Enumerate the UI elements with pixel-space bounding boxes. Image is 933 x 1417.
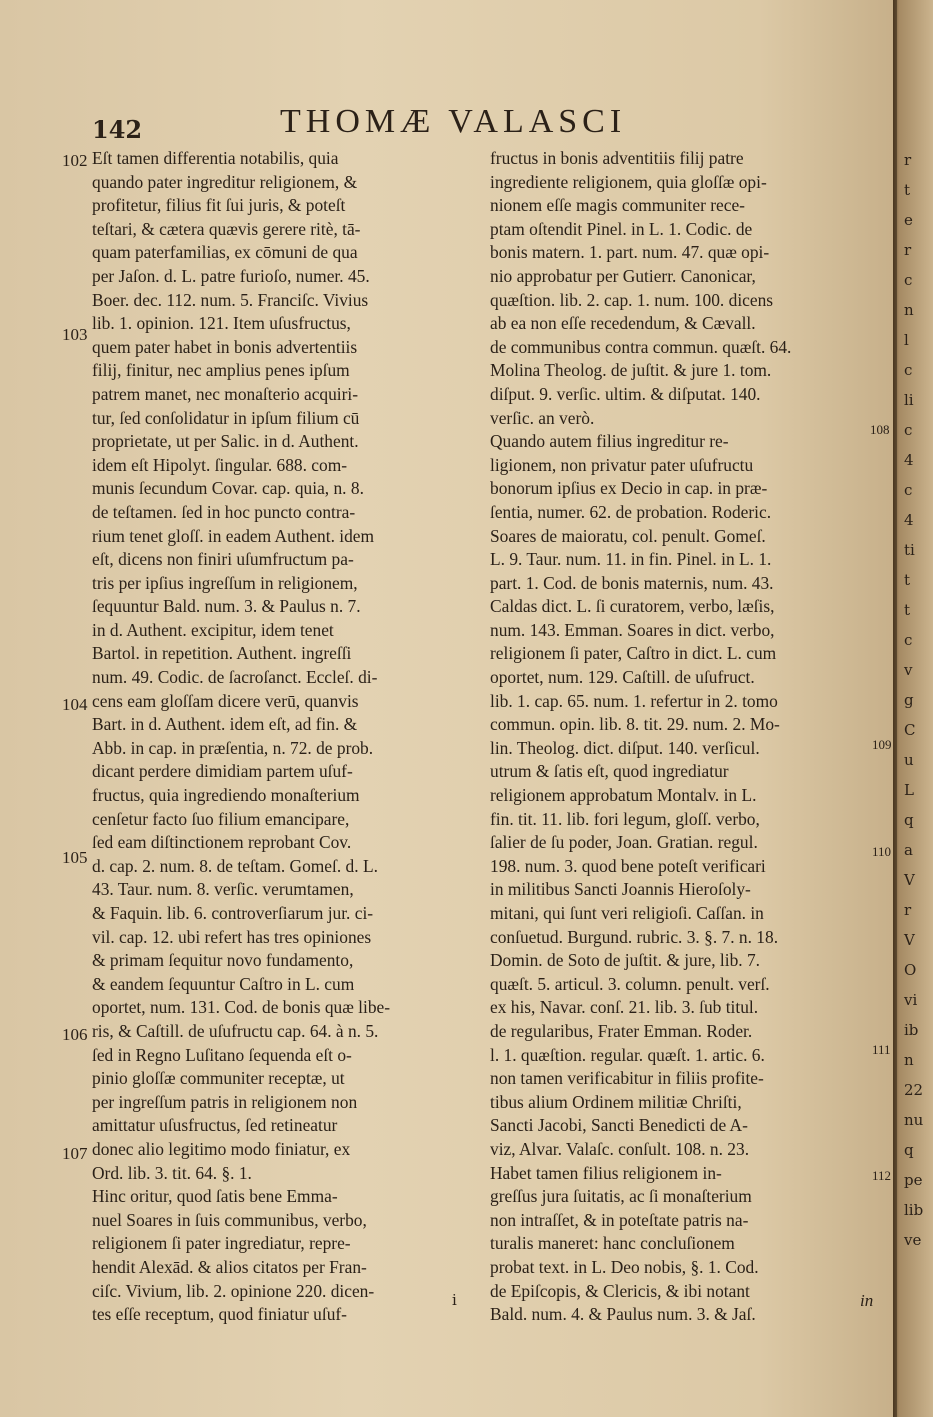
text-line: d. cap. 2. num. 8. de teſtam. Gomeſ. d. L. <box>92 855 378 876</box>
facing-page-margin-fragments <box>900 0 933 1417</box>
margin-number: 104 <box>62 695 88 714</box>
facing-page-fragment: ve <box>904 1231 922 1249</box>
facing-page-fragment: n <box>904 1051 914 1069</box>
catchword: in <box>860 1291 874 1310</box>
text-line: de teſtamen. ſed in hoc puncto contra- <box>92 501 356 522</box>
text-line: Bald. num. 4. & Paulus num. 3. & Jaſ. <box>490 1304 756 1325</box>
text-line: tibus alium Ordinem militiæ Chriſti, <box>490 1091 742 1112</box>
facing-page-fragment: q <box>904 811 914 829</box>
text-line: Abb. in cap. in præſentia, n. 72. de prob. <box>92 737 374 758</box>
margin-number: 107 <box>62 1144 88 1163</box>
margin-number: 106 <box>62 1025 88 1044</box>
facing-page-fragment: t <box>904 571 911 589</box>
text-line: fructus, quia ingrediendo monaſterium <box>92 785 360 806</box>
facing-page-fragment: g <box>904 691 914 709</box>
signature-mark: i <box>452 1291 457 1309</box>
text-line: cens eam gloſſam dicere verū, quanvis <box>92 690 359 711</box>
facing-page-fragment: ib <box>904 1021 919 1039</box>
text-line: 43. Taur. num. 8. verſic. verumtamen, <box>92 879 354 900</box>
facing-page-fragment: nu <box>904 1111 924 1129</box>
text-line: fin. tit. 11. lib. fori legum, gloſſ. verbo, <box>490 808 760 829</box>
text-line: Habet tamen filius religionem in- <box>490 1162 722 1183</box>
facing-page-fragment: l <box>904 331 909 349</box>
text-line: ex his, Navar. conſ. 21. lib. 3. ſub titul. <box>490 997 759 1018</box>
text-line: non intraſſet, & in poteſtate patris na- <box>490 1209 749 1230</box>
facing-page-fragment: c <box>904 271 913 289</box>
text-line: bonorum ipſius ex Decio in cap. in præ- <box>490 478 768 499</box>
text-line: Caldas dict. L. ſi curatorem, verbo, læſis, <box>490 596 775 617</box>
text-line: religionem ſi pater, Caſtro in dict. L. cum <box>490 643 777 664</box>
text-line: oportet, num. 131. Cod. de bonis quæ libe- <box>92 997 391 1018</box>
text-line: tes eſſe receptum, quod finiatur uſuf- <box>92 1304 347 1325</box>
left-text-column <box>92 147 482 1327</box>
facing-page-fragment: e <box>904 211 913 229</box>
text-line: ligionem, non privatur pater uſufructu <box>490 454 754 475</box>
text-line: ptam oſtendit Pinel. in L. 1. Codic. de <box>490 218 753 239</box>
margin-number: 112 <box>872 1168 892 1183</box>
margin-number: 110 <box>872 844 892 859</box>
text-line: cenſetur facto ſuo filium emancipare, <box>92 808 350 829</box>
facing-page-fragment: c <box>904 421 913 439</box>
text-line: bonis matern. 1. part. num. 47. quæ opi- <box>490 242 770 263</box>
text-line: filij, finitur, nec amplius penes ipſum <box>92 360 350 381</box>
margin-number: 109 <box>872 737 892 752</box>
text-line: ris, & Caſtill. de uſufructu cap. 64. à n. 5. <box>92 1020 379 1041</box>
facing-page-fragment: O <box>904 961 917 979</box>
text-line: de regularibus, Frater Emman. Roder. <box>490 1020 753 1041</box>
margin-number: 102 <box>62 151 88 170</box>
text-line: quæſtion. lib. 2. cap. 1. num. 100. dicens <box>490 289 774 310</box>
text-line: per ingreſſum patris in religionem non <box>92 1091 358 1112</box>
page-header <box>0 103 893 147</box>
facing-page-fragment: 4 <box>904 511 914 529</box>
margin-number: 103 <box>62 325 88 344</box>
right-text-column <box>490 147 880 1327</box>
text-line: Bartol. in repetition. Authent. ingreſſi <box>92 643 352 664</box>
text-line: part. 1. Cod. de bonis maternis, num. 43. <box>490 572 774 593</box>
text-line: de communibus contra commun. quæſt. 64. <box>490 336 792 357</box>
facing-page-fragment: vi <box>904 991 918 1009</box>
text-line: ſed eam diſtinctionem reprobant Cov. <box>92 832 352 853</box>
text-line: fructus in bonis adventitiis filij patre <box>490 148 744 168</box>
margin-number: 111 <box>872 1042 891 1057</box>
text-line: religionem ſi pater ingrediatur, repre- <box>92 1233 351 1254</box>
text-line: commun. opin. lib. 8. tit. 29. num. 2. Mo- <box>490 714 780 735</box>
facing-page-fragment: c <box>904 481 913 499</box>
facing-page-fragment: u <box>904 751 914 769</box>
text-line: lib. 1. cap. 65. num. 1. refertur in 2. tomo <box>490 690 778 711</box>
text-line: quam paterfamilias, ex cōmuni de qua <box>92 242 358 263</box>
text-line: diſput. 9. verſic. ultim. & diſputat. 140. <box>490 383 761 404</box>
text-line: quæſt. 5. articul. 3. column. penult. verſ. <box>490 973 770 994</box>
text-line: Bart. in d. Authent. idem eſt, ad fin. & <box>92 714 358 735</box>
text-line: Sancti Jacobi, Sancti Benedicti de A- <box>490 1115 748 1136</box>
text-line: hendit Alexād. & alios citatos per Fran- <box>92 1256 367 1277</box>
text-line: vil. cap. 12. ubi refert has tres opiniones <box>92 926 372 947</box>
text-line: rium tenet gloſſ. in eadem Authent. idem <box>92 525 375 546</box>
text-line: religionem approbatum Montalv. in L. <box>490 785 757 806</box>
text-line: verſic. an verò. <box>490 407 595 428</box>
text-line: ciſc. Vivium, lib. 2. opinione 220. dicen- <box>92 1280 375 1301</box>
text-line: turalis maneret: hanc concluſionem <box>490 1233 735 1254</box>
facing-page-fragment: t <box>904 181 911 199</box>
text-line: nionem eſſe magis communiter rece- <box>490 195 745 216</box>
facing-page-fragment: pe <box>904 1171 923 1189</box>
text-line: & primam ſequitur novo fundamento, <box>92 950 354 971</box>
text-line: patrem manet, nec monaſterio acquiri- <box>92 383 359 404</box>
text-line: lib. 1. opinion. 121. Item uſusfructus, <box>92 313 351 334</box>
text-line: ſalier de ſu poder, Joan. Gratian. regul. <box>490 832 758 853</box>
margin-number: 108 <box>870 422 890 437</box>
text-line: eſt, dicens non finiri uſumfructum pa- <box>92 549 354 570</box>
text-line: lin. Theolog. dict. diſput. 140. verſicul. <box>490 737 760 758</box>
text-line: idem eſt Hipolyt. ſingular. 688. com- <box>92 454 348 475</box>
page-number: 142 <box>92 115 143 144</box>
text-line: per Jaſon. d. L. patre furioſo, numer. 45. <box>92 265 370 286</box>
text-line: donec alio legitimo modo finiatur, ex <box>92 1138 351 1159</box>
margin-number: 105 <box>62 848 88 867</box>
facing-page-fragment: c <box>904 361 913 379</box>
text-line: teſtari, & cætera quævis gerere ritè, tā- <box>92 218 361 239</box>
text-line: dicant perdere dimidiam partem uſuf- <box>92 761 353 782</box>
text-line: oportet, num. 129. Caſtill. de uſufruct. <box>490 667 755 688</box>
text-line: non tamen verificabitur in filiis profite- <box>490 1068 764 1089</box>
text-line: num. 49. Codic. de ſacroſanct. Eccleſ. di- <box>92 667 378 688</box>
text-line: ab ea non eſſe recedendum, & Cævall. <box>490 313 756 334</box>
facing-page-fragment: v <box>904 661 913 679</box>
text-line: Eſt tamen differentia notabilis, quia <box>92 148 339 168</box>
text-line: l. 1. quæſtion. regular. quæſt. 1. artic. 6. <box>490 1044 765 1065</box>
facing-page-fragment: c <box>904 631 913 649</box>
facing-page-fragment: r <box>904 151 912 169</box>
facing-page-fragment: r <box>904 241 912 259</box>
text-line: profitetur, filius fit ſui juris, & poteſt <box>92 195 346 216</box>
text-line: mitani, qui ſunt veri religioſi. Caſſan. in <box>490 903 764 923</box>
text-line: ſed in Regno Luſitano ſequenda eſt o- <box>92 1044 352 1065</box>
facing-page-fragment: L <box>904 781 914 799</box>
text-line: & Faquin. lib. 6. controverſiarum jur. ci- <box>92 903 374 923</box>
running-title: THOMÆ VALASCI <box>280 103 627 140</box>
text-line: amittatur uſusfructus, ſed retineatur <box>92 1115 338 1136</box>
facing-page-fragment: V <box>904 871 915 889</box>
text-line: pinio gloſſæ communiter receptæ, ut <box>92 1068 345 1089</box>
text-line: ſequuntur Bald. num. 3. & Paulus n. 7. <box>92 596 361 617</box>
text-line: de Epiſcopis, & Clericis, & ibi notant <box>490 1280 750 1301</box>
text-line: ſentia, numer. 62. de probation. Roderic. <box>490 501 772 522</box>
text-line: proprietate, ut per Salic. in d. Authent. <box>92 431 359 452</box>
text-line: L. 9. Taur. num. 11. in fin. Pinel. in L. 1. <box>490 549 772 570</box>
text-line: probat text. in L. Deo nobis, §. 1. Cod. <box>490 1256 759 1277</box>
text-line: Domin. de Soto de juſtit. & jure, lib. 7. <box>490 950 761 971</box>
text-line: munis ſecundum Covar. cap. quia, n. 8. <box>92 478 364 499</box>
text-line: quem pater habet in bonis advertentiis <box>92 336 358 357</box>
text-line: Quando autem filius ingreditur re- <box>490 431 729 452</box>
text-line: viz, Alvar. Valaſc. conſult. 108. n. 23. <box>490 1138 750 1159</box>
facing-page-fragment: r <box>904 901 912 919</box>
facing-page-fragment: V <box>904 931 915 949</box>
binding-gutter <box>893 0 897 1417</box>
text-line: Ord. lib. 3. tit. 64. §. 1. <box>92 1162 252 1183</box>
facing-page-fragment: li <box>904 391 914 409</box>
facing-page-fragment: C <box>904 721 916 739</box>
text-line: & eandem ſequuntur Caſtro in L. cum <box>92 973 355 994</box>
text-line: in militibus Sancti Joannis Hieroſoly- <box>490 879 751 900</box>
text-line: conſuetud. Burgund. rubric. 3. §. 7. n. 18. <box>490 926 779 947</box>
facing-page-fragment: q <box>904 1141 914 1159</box>
facing-page-fragment: n <box>904 301 914 319</box>
facing-page-fragment: ti <box>904 541 915 559</box>
text-line: Hinc oritur, quod ſatis bene Emma- <box>92 1186 338 1207</box>
facing-page-fragment: a <box>904 841 913 859</box>
text-line: in d. Authent. excipitur, idem tenet <box>92 619 334 640</box>
text-line: greſſus jura ſuitatis, ac ſi monaſterium <box>490 1186 752 1207</box>
text-line: utrum & ſatis eſt, quod ingrediatur <box>490 761 729 782</box>
text-line: quando pater ingreditur religionem, & <box>92 171 358 192</box>
text-line: Soares de maioratu, col. penult. Gomeſ. <box>490 525 766 546</box>
text-line: nio approbatur per Gutierr. Canonicar, <box>490 265 756 286</box>
text-line: nuel Soares in ſuis communibus, verbo, <box>92 1209 367 1230</box>
text-line: Molina Theolog. de juſtit. & jure 1. tom. <box>490 360 772 381</box>
facing-page-fragment: 22 <box>904 1081 924 1099</box>
facing-page-fragment: lib <box>904 1201 924 1219</box>
text-line: tris per ipſius ingreſſum in religionem, <box>92 572 358 593</box>
text-line: Boer. dec. 112. num. 5. Franciſc. Vivius <box>92 289 369 310</box>
facing-page-fragment: t <box>904 601 911 619</box>
facing-page-fragment: 4 <box>904 451 914 469</box>
text-line: tur, ſed conſolidatur in ipſum filium cū <box>92 407 360 428</box>
text-line: ingrediente religionem, quia gloſſæ opi- <box>490 171 767 192</box>
text-line: 198. num. 3. quod bene poteſt verificari <box>490 855 766 876</box>
text-line: num. 143. Emman. Soares in dict. verbo, <box>490 619 775 640</box>
